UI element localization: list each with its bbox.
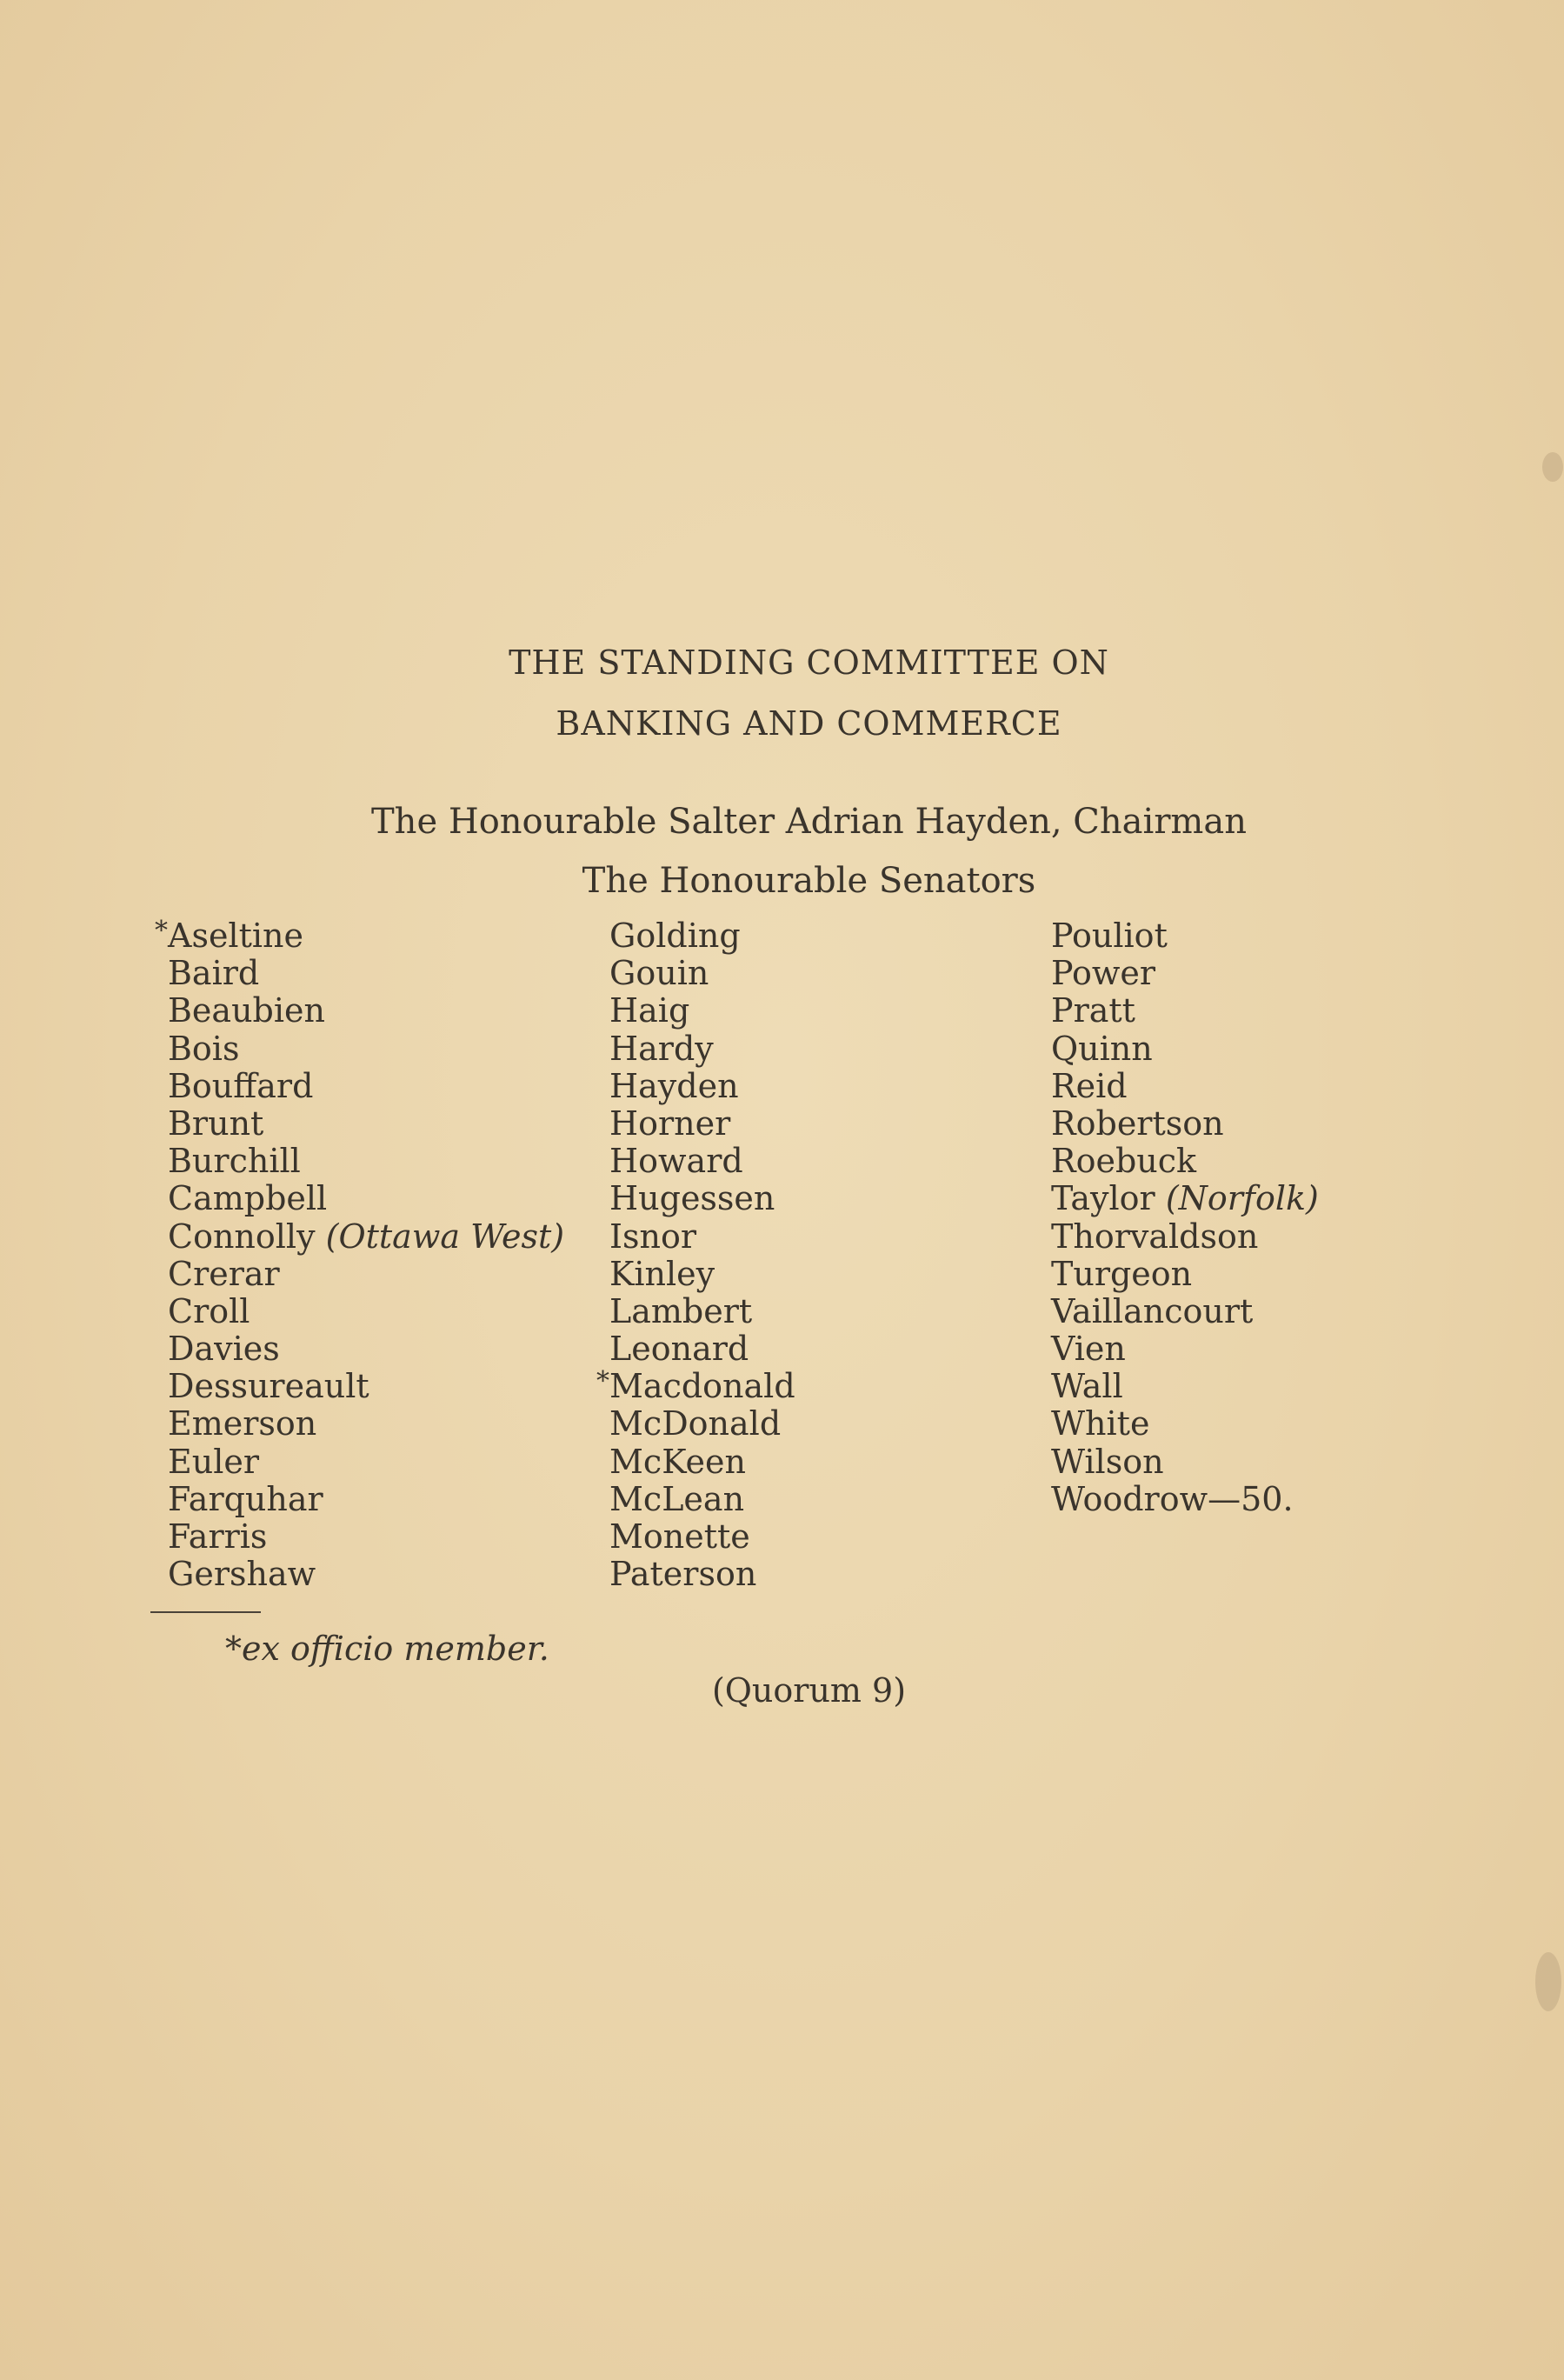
senator-list-item xyxy=(168,1218,564,1256)
senator-list-item xyxy=(609,1180,795,1217)
senator-name: Paterson xyxy=(609,1555,757,1594)
senator-name: Pouliot xyxy=(1051,917,1168,955)
senator-name: Quinn xyxy=(1051,1029,1153,1068)
senator-list-item xyxy=(168,1068,564,1105)
senator-name: Hardy xyxy=(609,1029,714,1068)
senator-list-item xyxy=(168,1030,564,1068)
senator-list-item xyxy=(1051,1256,1319,1293)
senator-list-item xyxy=(1051,1405,1319,1443)
senator-list-item xyxy=(1051,955,1319,992)
senator-name: Woodrow—50. xyxy=(1051,1479,1294,1518)
senator-list-item xyxy=(168,1443,564,1481)
senator-name: Dessureault xyxy=(168,1367,369,1406)
footnote-rule xyxy=(150,1611,261,1613)
senator-name: Thorvaldson xyxy=(1051,1217,1259,1256)
paper-spot xyxy=(1542,452,1563,482)
senator-riding-qualifier: (Norfolk) xyxy=(1165,1179,1319,1218)
senator-list-item xyxy=(1051,1068,1319,1105)
senator-name: Hugessen xyxy=(609,1179,775,1218)
senator-list-item xyxy=(596,1366,795,1406)
senator-list-item xyxy=(609,955,795,992)
ex-officio-asterisk: * xyxy=(596,1366,609,1397)
senator-name: Reid xyxy=(1051,1066,1128,1105)
senator-name: Hayden xyxy=(609,1066,739,1105)
senator-name: Farquhar xyxy=(168,1479,323,1518)
senator-list-item xyxy=(168,992,564,1030)
senator-name: Davies xyxy=(168,1330,280,1369)
senator-name: Crerar xyxy=(168,1254,280,1293)
senator-name: Connolly xyxy=(168,1217,316,1256)
senator-list-item xyxy=(168,955,564,992)
senator-list-item xyxy=(1051,1030,1319,1068)
senator-list-item xyxy=(609,1518,795,1556)
senator-list-item xyxy=(609,1330,795,1368)
chairman-line: The Honourable Salter Adrian Hayden, Chairman xyxy=(371,802,1247,842)
senator-name: McLean xyxy=(609,1479,745,1518)
senator-name: Turgeon xyxy=(1051,1254,1193,1293)
senator-list-item xyxy=(1051,1105,1319,1143)
senator-name: Taylor xyxy=(1051,1179,1155,1218)
senator-list-item xyxy=(1051,1143,1319,1180)
senator-list-item xyxy=(168,1405,564,1443)
senator-list-item xyxy=(609,1556,795,1593)
senator-list-item xyxy=(609,1443,795,1481)
senator-name: Gouin xyxy=(609,954,709,993)
footnote-ex-officio: *ex officio member. xyxy=(225,1630,549,1668)
senator-name: Baird xyxy=(168,954,260,993)
senator-name: Burchill xyxy=(168,1142,301,1181)
senator-list-item xyxy=(168,1556,564,1593)
senator-list-item xyxy=(168,1105,564,1143)
senator-list-item xyxy=(609,1481,795,1518)
senator-name: Vaillancourt xyxy=(1051,1291,1254,1330)
senator-name: Farris xyxy=(168,1517,268,1556)
senator-name: Howard xyxy=(609,1142,743,1181)
senator-name: Wall xyxy=(1051,1367,1123,1406)
senator-name: Leonard xyxy=(609,1330,749,1369)
senator-name: Bois xyxy=(168,1029,240,1068)
senator-name: Vien xyxy=(1051,1330,1126,1369)
senator-list-item xyxy=(609,1105,795,1143)
senator-list-item xyxy=(609,1218,795,1256)
senator-riding-qualifier: (Ottawa West) xyxy=(325,1217,565,1256)
senator-name: Macdonald xyxy=(609,1367,795,1406)
senator-name: Kinley xyxy=(609,1254,715,1293)
ex-officio-asterisk: * xyxy=(155,916,168,946)
senator-list-item xyxy=(1051,1180,1319,1217)
senator-name: Roebuck xyxy=(1051,1142,1197,1181)
senator-list-item xyxy=(168,1143,564,1180)
senator-list-item xyxy=(1051,1443,1319,1481)
senators-label: The Honourable Senators xyxy=(582,861,1036,901)
senator-list-item xyxy=(609,992,795,1030)
senator-name: Campbell xyxy=(168,1179,328,1218)
quorum-note: (Quorum 9) xyxy=(711,1671,907,1710)
senator-list-item xyxy=(1051,917,1319,955)
senator-list-item xyxy=(1051,1368,1319,1405)
senator-name: Gershaw xyxy=(168,1555,316,1594)
senator-list-item xyxy=(168,1256,564,1293)
senator-name: Power xyxy=(1051,954,1156,993)
committee-title-line1: THE STANDING COMMITTEE ON xyxy=(509,643,1109,682)
senator-list-item xyxy=(609,1143,795,1180)
senator-name: Pratt xyxy=(1051,991,1135,1030)
senator-name: Isnor xyxy=(609,1217,697,1256)
senator-column-3 xyxy=(1051,917,1319,1518)
senator-list-item xyxy=(168,1518,564,1556)
committee-title-line2: BANKING AND COMMERCE xyxy=(556,704,1062,743)
senator-list-item xyxy=(609,1030,795,1068)
senator-list-item xyxy=(1051,1481,1319,1518)
senator-list-item xyxy=(168,1481,564,1518)
senator-list-item xyxy=(168,1180,564,1217)
senator-list-item xyxy=(168,1293,564,1330)
senator-name: Wilson xyxy=(1051,1442,1164,1481)
senator-list-item xyxy=(609,1068,795,1105)
senator-list-item xyxy=(1051,1330,1319,1368)
senator-name: Monette xyxy=(609,1517,750,1556)
senator-name: Croll xyxy=(168,1291,250,1330)
senator-column-1 xyxy=(155,916,565,1594)
senator-list-item xyxy=(168,1330,564,1368)
senator-name: Beaubien xyxy=(168,991,325,1030)
senator-name: Haig xyxy=(609,991,690,1030)
senator-name: Bouffard xyxy=(168,1066,314,1105)
senator-name: White xyxy=(1051,1404,1150,1443)
senator-column-2 xyxy=(596,917,795,1594)
senator-list-item xyxy=(155,916,564,955)
senator-name: Emerson xyxy=(168,1404,317,1443)
senator-list-item xyxy=(1051,992,1319,1030)
senator-list-item xyxy=(609,1405,795,1443)
senator-name: McKeen xyxy=(609,1442,747,1481)
senator-list-item xyxy=(168,1368,564,1405)
senator-name: Aseltine xyxy=(168,917,303,955)
senator-name: Horner xyxy=(609,1103,731,1143)
senator-list-item xyxy=(1051,1293,1319,1330)
senator-list-item xyxy=(1051,1218,1319,1256)
senator-list-item xyxy=(609,1293,795,1330)
senator-list-item xyxy=(609,1256,795,1293)
senator-name: Euler xyxy=(168,1442,260,1481)
senator-name: McDonald xyxy=(609,1404,782,1443)
senator-list-item xyxy=(609,917,795,955)
senator-name: Lambert xyxy=(609,1291,753,1330)
senator-name: Brunt xyxy=(168,1103,264,1143)
senator-name: Robertson xyxy=(1051,1103,1224,1143)
paper-spot xyxy=(1535,1952,1561,2011)
senator-name: Golding xyxy=(609,917,741,955)
